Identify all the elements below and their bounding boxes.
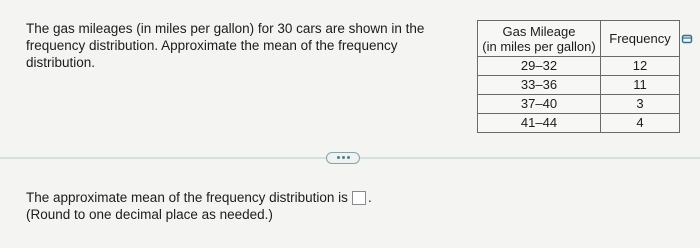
mileage-range-cell: 41–44: [478, 114, 601, 133]
frequency-cell: 4: [601, 114, 680, 133]
answer-suffix: .: [367, 190, 372, 205]
table-row: [478, 76, 680, 95]
rounding-hint: (Round to one decimal place as needed.): [26, 207, 273, 222]
frequency-cell: 11: [601, 76, 680, 95]
header-gas-mileage-title: Gas Mileage: [502, 23, 576, 39]
frequency-cell: 3: [601, 95, 680, 114]
section-divider: [0, 157, 326, 159]
table-row: [478, 57, 680, 76]
copy-icon[interactable]: [681, 33, 693, 45]
question-text: The gas mileages (in miles per gallon) for 30 cars are shown in the frequency distribution. Approximate the mean of the frequency distribution.: [26, 21, 425, 70]
mileage-range-cell: 29–32: [478, 57, 601, 76]
more-options-icon: [337, 156, 340, 159]
answer-prompt: The approximate mean of the frequency distribution is: [26, 190, 348, 205]
table-header-row: [478, 21, 680, 57]
answer-line: [26, 189, 372, 206]
header-gas-mileage-unit: (in miles per gallon): [482, 38, 596, 54]
frequency-table: [477, 20, 680, 133]
table-row: [478, 114, 680, 133]
answer-input[interactable]: [352, 191, 366, 205]
section-divider: [360, 157, 700, 159]
mileage-range-cell: 37–40: [478, 95, 601, 114]
mileage-range-cell: 33–36: [478, 76, 601, 95]
more-options-button[interactable]: [326, 152, 360, 164]
frequency-cell: 12: [601, 57, 680, 76]
header-frequency: Frequency: [601, 21, 680, 57]
table-row: [478, 95, 680, 114]
header-gas-mileage: [478, 21, 601, 57]
